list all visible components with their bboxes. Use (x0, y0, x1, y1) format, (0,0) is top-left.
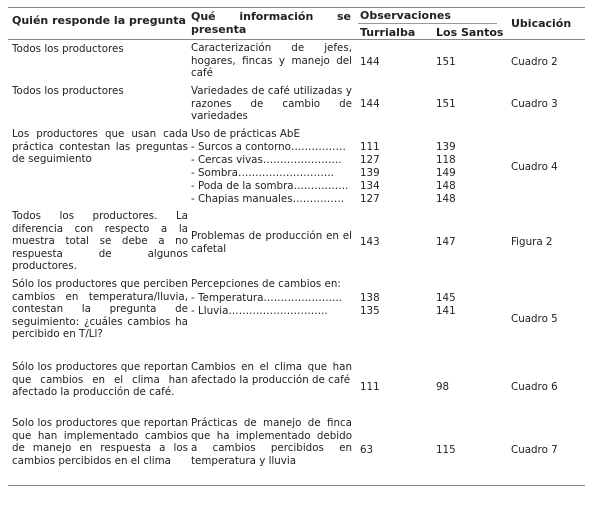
row2-ubicacion: Cuadro 3 (511, 98, 558, 110)
list-item-los-santos: 145 (436, 292, 456, 304)
row2-turrialba: 144 (360, 98, 380, 110)
row1-ubicacion: Cuadro 2 (511, 56, 558, 68)
row7-turrialba: 63 (360, 444, 374, 456)
header-who: Quién responde la pregunta (12, 14, 186, 27)
list-item-los-santos: 141 (436, 305, 456, 317)
list-item: - Surcos a contorno……………. (191, 141, 346, 153)
row2-info: Variedades de café utilizadas y razones de cambio de variedades (191, 85, 352, 122)
row3-ubicacion: Cuadro 4 (511, 161, 558, 173)
row5-ubicacion: Cuadro 5 (511, 313, 558, 325)
row3-info-title: Uso de prácticas AbE (191, 128, 300, 140)
list-item-turrialba: 138 (360, 292, 380, 304)
list-item: - Poda de la sombra……………. (191, 180, 349, 192)
row6-ubicacion: Cuadro 6 (511, 381, 558, 393)
header-info: Qué información se presenta (191, 10, 351, 36)
list-item-los-santos: 148 (436, 193, 456, 205)
row1-info: Caracterización de jefes, hogares, fincas y manejo del café (191, 42, 352, 79)
list-item-turrialba: 111 (360, 141, 380, 153)
row1-turrialba: 144 (360, 56, 380, 68)
row7-who: Solo los productores que reportan que han implementado cambios de manejo en respuesta a los cambios percibidos en el clima (12, 417, 188, 467)
row4-info: Problemas de producción en el cafetal (191, 230, 352, 255)
header-ubicacion: Ubicación (511, 17, 572, 30)
header-turrialba: Turrialba (360, 26, 416, 39)
row1-who: Todos los productores (12, 43, 124, 55)
list-item-turrialba: 134 (360, 180, 380, 192)
header-observaciones: Observaciones (360, 9, 451, 22)
row5-info-title: Percepciones de cambios en: (191, 278, 341, 290)
table-top-rule (8, 7, 585, 8)
list-item-los-santos: 139 (436, 141, 456, 153)
header-los-santos: Los Santos (436, 26, 504, 39)
list-item-turrialba: 127 (360, 154, 380, 166)
row6-turrialba: 111 (360, 381, 380, 393)
row6-who: Sólo los productores que reportan que cambios en el clima han afectado la producción de café. (12, 361, 188, 398)
row4-who: Todos los productores. La diferencia con respecto a la muestra total se debe a no respuesta de algunos productores. (12, 210, 188, 272)
list-item: - Lluvia……………………….. (191, 305, 328, 317)
list-item-turrialba: 139 (360, 167, 380, 179)
list-item-los-santos: 149 (436, 167, 456, 179)
header-bottom-rule (8, 39, 585, 40)
row6-los-santos: 98 (436, 381, 450, 393)
row4-los-santos: 147 (436, 236, 456, 248)
row2-los-santos: 151 (436, 98, 456, 110)
row1-los-santos: 151 (436, 56, 456, 68)
row7-info: Prácticas de manejo de finca que ha implementado debido a cambios percibidos en temperatura y lluvia (191, 417, 352, 467)
data-table (8, 7, 585, 486)
list-item-turrialba: 135 (360, 305, 380, 317)
list-item: - Sombra………………………. (191, 167, 334, 179)
row3-who: Los productores que usan cada práctica contestan las preguntas de seguimiento (12, 128, 188, 165)
row4-ubicacion: Figura 2 (511, 236, 553, 248)
row6-info: Cambios en el clima que han afectado la producción de café (191, 361, 352, 386)
observaciones-underline (358, 23, 497, 24)
table-bottom-rule (8, 485, 585, 486)
row5-who: Sólo los productores que perciben cambios en temperatura/lluvia, contestan la pregunta de seguimiento: ¿cuáles cambios ha percibido en T/Ll? (12, 278, 188, 340)
list-item-turrialba: 127 (360, 193, 380, 205)
list-item-los-santos: 148 (436, 180, 456, 192)
list-item-los-santos: 118 (436, 154, 456, 166)
row7-ubicacion: Cuadro 7 (511, 444, 558, 456)
list-item: - Cercas vivas………………….. (191, 154, 342, 166)
row2-who: Todos los productores (12, 85, 124, 97)
row4-turrialba: 143 (360, 236, 380, 248)
list-item: - Temperatura………………….. (191, 292, 343, 304)
list-item: - Chapias manuales…………… (191, 193, 345, 205)
row7-los-santos: 115 (436, 444, 456, 456)
